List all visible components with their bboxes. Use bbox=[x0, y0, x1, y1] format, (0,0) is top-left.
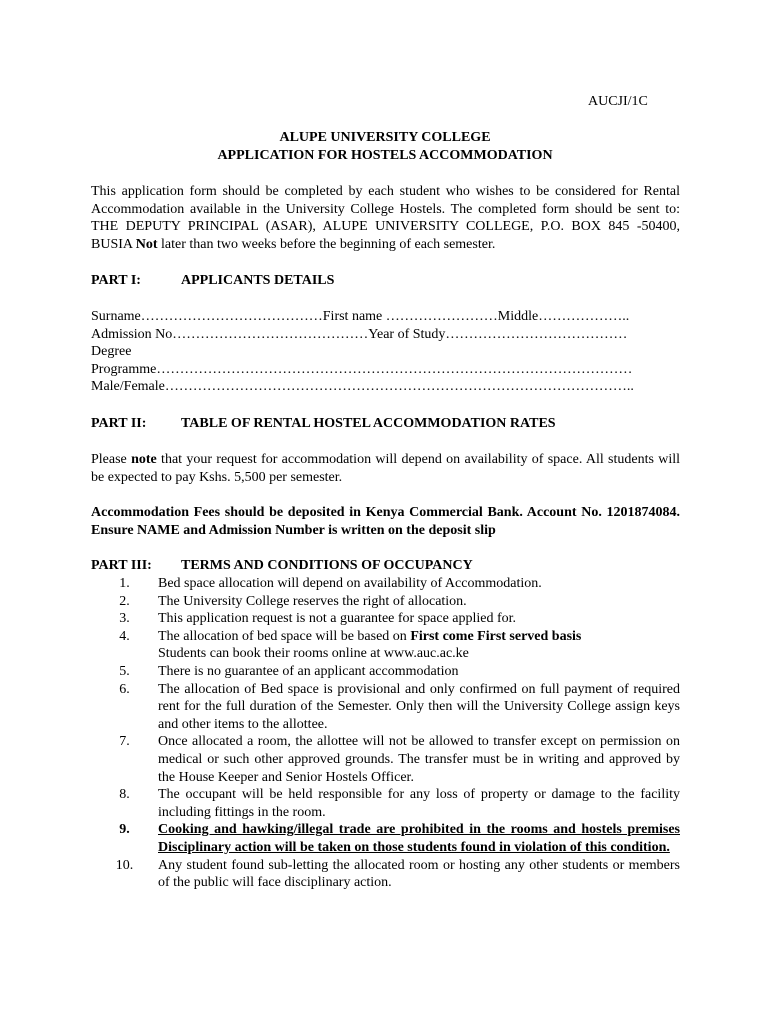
term-text: The University College reserves the right of allocation. bbox=[158, 593, 467, 609]
term-text: Any student found sub-letting the allocated room or hosting any other students or members of the public will face disciplinary action. bbox=[158, 857, 680, 891]
applicant-fields bbox=[91, 308, 691, 396]
term-text: This application request is not a guarantee for space applied for. bbox=[158, 611, 517, 627]
term-number: 6. bbox=[119, 681, 130, 697]
term-text: The occupant will be held responsible for any loss of property or damage to the facility including fittings in the room. bbox=[158, 787, 680, 820]
field-programme-line[interactable]: Programme………………………………………………………………………………………… bbox=[91, 361, 633, 377]
term-text: The allocation of Bed space is provisional and only confirmed on full payment of required rent for the full duration of the Semester. Only then will the University College assign keys and other items to the allottee. bbox=[158, 681, 680, 732]
term-text: Bed space allocation will depend on availability of Accommodation. bbox=[158, 576, 542, 591]
term-item bbox=[91, 593, 680, 611]
intro-paragraph bbox=[91, 183, 680, 253]
term-item bbox=[91, 786, 680, 821]
note-text-2: that your request for accommodation will depend on availability of space. All students will be expected to pay Kshs. 5,500 per semester. bbox=[91, 452, 681, 485]
term-text-block bbox=[158, 628, 680, 663]
note-text-1: Please bbox=[91, 452, 132, 467]
term-item bbox=[91, 857, 680, 892]
term-number: 3. bbox=[119, 611, 130, 627]
term-number: 4. bbox=[119, 628, 130, 644]
fees-notice: Accommodation Fees should be deposited in Kenya Commercial Bank. Account No. 1201874084. Ensure NAME and Admission Number is written on the deposit slip bbox=[91, 505, 680, 538]
institution-title: ALUPE UNIVERSITY COLLEGE bbox=[279, 130, 491, 145]
part2-heading bbox=[91, 415, 556, 433]
term-item bbox=[91, 663, 680, 681]
online-booking-text: Students can book their rooms online at www.auc.ac.ke bbox=[158, 646, 469, 662]
term-number: 10. bbox=[115, 857, 134, 873]
term-number: 1. bbox=[119, 576, 130, 591]
part3-number: PART III: bbox=[91, 558, 152, 573]
term-text: The allocation of bed space will be based on bbox=[158, 628, 411, 644]
intro-text-2: later than two weeks before the beginning of each semester. bbox=[157, 236, 496, 252]
terms-list bbox=[91, 575, 680, 892]
term-item bbox=[91, 681, 680, 734]
term-number: 7. bbox=[119, 734, 130, 750]
part1-title: APPLICANTS DETAILS bbox=[181, 273, 335, 288]
term-number: 9. bbox=[119, 822, 130, 838]
term-text: Cooking and hawking/illegal trade are prohibited in the rooms and hostels premises Disciplinary action will be taken on those students found in violation of this condition. bbox=[158, 822, 680, 855]
term-item bbox=[91, 733, 680, 786]
field-gender-line[interactable]: Male/Female……………………………………………………………………………………….. bbox=[91, 379, 634, 395]
term-item bbox=[91, 575, 680, 593]
term-number: 2. bbox=[119, 593, 130, 609]
part2-number: PART II: bbox=[91, 416, 147, 431]
term-text: There is no guarantee of an applicant accommodation bbox=[158, 663, 459, 679]
document-reference: AUCJI/1C bbox=[588, 94, 648, 109]
term-bold-text: First come First served basis bbox=[410, 628, 582, 644]
part1-heading bbox=[91, 272, 334, 290]
part2-title: TABLE OF RENTAL HOSTEL ACCOMMODATION RATES bbox=[181, 416, 556, 431]
field-admission-line[interactable]: Admission No……………………………………Year of Study………………………………… bbox=[91, 326, 628, 342]
intro-text-1: This application form should be completed by each student who wishes to be considered for Rental Accommodation available in the University College Hostels. The completed form should be sent to: THE DEPUTY PRINCIPAL (ASAR), ALUPE UNIVERSITY COLLEGE, P.O. BOX 845 -50400, BUSIA bbox=[91, 184, 680, 252]
part1-number: PART I: bbox=[91, 273, 141, 288]
intro-bold: Not bbox=[135, 236, 158, 252]
part3-heading bbox=[91, 557, 473, 575]
term-item-emphasis bbox=[91, 821, 680, 856]
form-title: APPLICATION FOR HOSTELS ACCOMMODATION bbox=[217, 148, 553, 163]
note-bold: note bbox=[131, 452, 157, 467]
field-degree-label: Degree bbox=[91, 344, 132, 360]
rates-note bbox=[91, 451, 680, 486]
term-number: 8. bbox=[119, 787, 130, 803]
term-item bbox=[91, 628, 680, 663]
term-number: 5. bbox=[119, 663, 130, 679]
term-item bbox=[91, 610, 680, 628]
part3-title: TERMS AND CONDITIONS OF OCCUPANCY bbox=[181, 558, 473, 573]
field-names-line[interactable]: Surname…………………………………First name ……………………Middle……………….. bbox=[91, 309, 630, 324]
term-text: Once allocated a room, the allottee will not be allowed to transfer except on permission on medical or such other approved grounds. The transfer must be in writing and approved by the House Keeper and Senior Hostels Officer. bbox=[158, 734, 680, 785]
